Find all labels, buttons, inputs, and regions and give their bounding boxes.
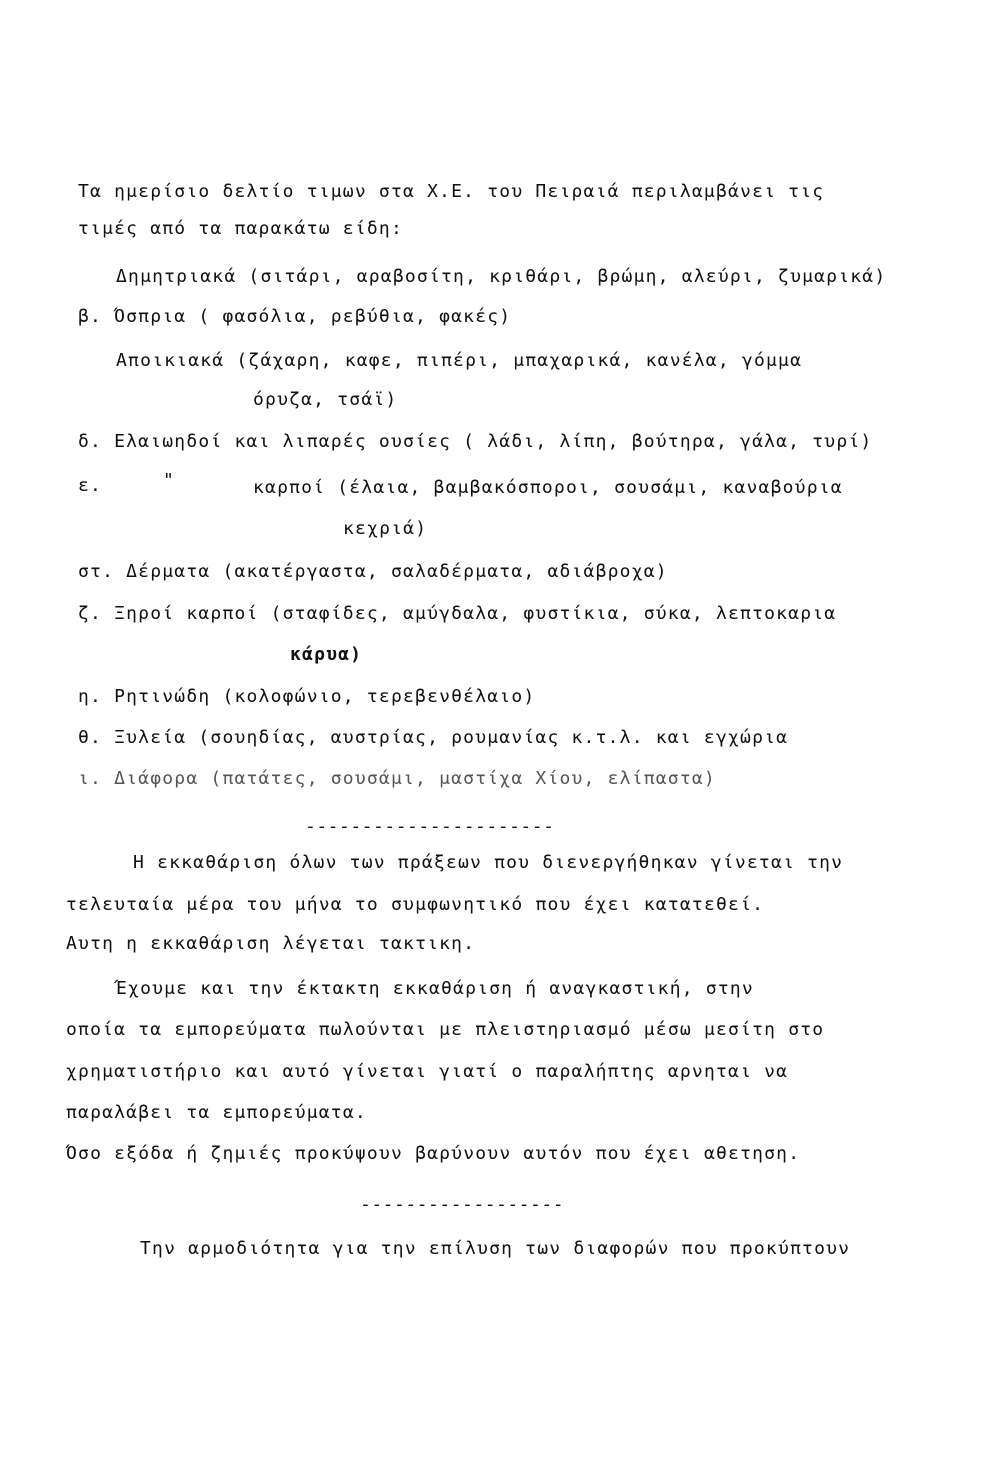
item-resins: η. Ρητινώδη (κολοφώνιο, τερεβενθέλαιο) bbox=[78, 686, 536, 707]
settlement-p2-line-4: παραλάβει τα εμπορεύματα. bbox=[66, 1102, 367, 1123]
separator-line-1: ---------------------- bbox=[305, 816, 555, 837]
settlement-p1-line-1: Η εκκαθάριση όλων των πράξεων που διενεργήθηκαν γίνεται την bbox=[133, 852, 844, 873]
item-various: ι. Διάφορα (πατάτες, σουσάμι, μαστίχα Χίου, ελίπαστα) bbox=[78, 768, 716, 789]
closing-line-1: Την αρμοδιότητα για την επίλυση των διαφορών που προκύπτουν bbox=[140, 1238, 851, 1259]
settlement-p1-line-3: Αυτη η εκκαθάριση λέγεται τακτικη. bbox=[66, 933, 476, 954]
item-dried-fruits-line-2: κάρυα) bbox=[290, 644, 363, 665]
settlement-p3-line-1: Όσο εξόδα ή ζημιές προκύψουν βαρύνουν αυτόν που έχει αθετηση. bbox=[66, 1143, 801, 1164]
separator-line-2: ------------------ bbox=[360, 1194, 565, 1215]
item-colonial-line-1: Αποικιακά (ζάχαρη, καφε, πιπέρι, μπαχαρικά, κανέλα, γόμμα bbox=[116, 350, 803, 371]
ditto-mark: " bbox=[163, 470, 176, 491]
settlement-p2-line-3: χρηματιστήριο και αυτό γίνεται γιατί ο παραλήπτης αρνηται να bbox=[66, 1061, 789, 1082]
settlement-p1-line-2: τελευταία μέρα του μήνα το συμφωνητικό που έχει κατατεθεί. bbox=[66, 894, 765, 915]
item-hides: στ. Δέρματα (ακατέργαστα, σαλαδέρματα, αδιάβροχα) bbox=[78, 561, 668, 582]
item-oilseeds-label: ε. bbox=[78, 475, 103, 496]
item-cereals: Δημητριακά (σιτάρι, αραβοσίτη, κριθάρι, βρώμη, αλεύρι, ζυμαρικά) bbox=[116, 266, 887, 287]
settlement-p2-line-1: Έχουμε και την έκτακτη εκκαθάριση ή αναγκαστική, στην bbox=[116, 978, 754, 999]
item-colonial-line-2: όρυζα, τσάϊ) bbox=[253, 389, 398, 410]
item-oilseeds-line-2: κεχριά) bbox=[343, 518, 428, 539]
intro-line-1: Τα ημερίσιο δελτίο τιμων στα Χ.Ε. του Πειραιά περιλαμβάνει τις bbox=[78, 181, 825, 202]
item-oilseeds-line-1: καρποί (έλαια, βαμβακόσποροι, σουσάμι, καναβούρια bbox=[253, 477, 843, 498]
item-oils-fats: δ. Ελαιωηδοί και λιπαρές ουσίες ( λάδι, λίπη, βούτηρα, γάλα, τυρί) bbox=[78, 431, 873, 452]
intro-line-2: τιμές από τα παρακάτω είδη: bbox=[78, 218, 403, 239]
item-timber: θ. Ξυλεία (σουηδίας, αυστρίας, ρουμανίας κ.τ.λ. και εγχώρια bbox=[78, 727, 789, 748]
settlement-p2-line-2: οποία τα εμπορεύματα πωλούνται με πλειστηριασμό μέσω μεσίτη στο bbox=[66, 1019, 825, 1040]
item-pulses: β. Όσπρια ( φασόλια, ρεβύθια, φακές) bbox=[78, 306, 512, 327]
item-dried-fruits-line-1: ζ. Ξηροί καρποί (σταφίδες, αμύγδαλα, φυστίκια, σύκα, λεπτοκαρια bbox=[78, 603, 837, 624]
